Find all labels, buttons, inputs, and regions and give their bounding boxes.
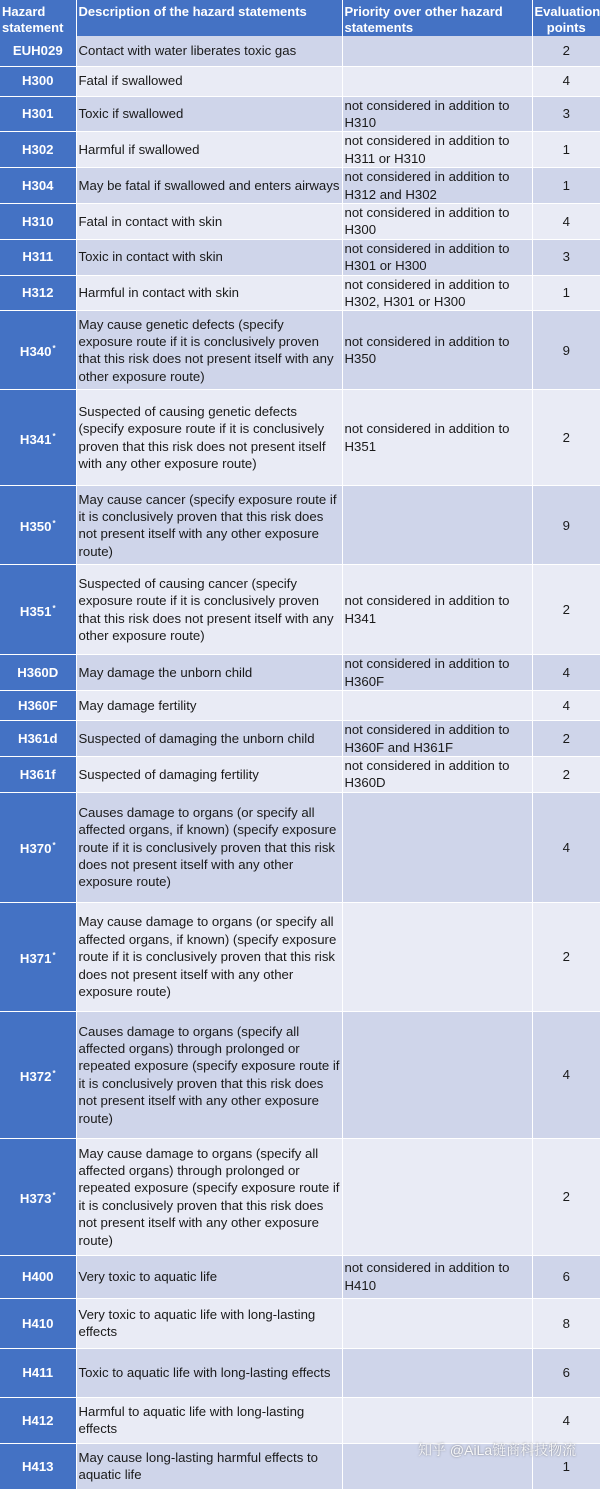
table-row — [0, 275, 600, 311]
hazard-priority: not considered in addition to H410 — [342, 1255, 532, 1298]
asterisk-note: * — [52, 841, 56, 851]
evaluation-points: 1 — [532, 1443, 600, 1489]
hazard-description: May cause cancer (specify exposure route if it is conclusively proven that this risk does not present itself with any other exposure route) — [76, 486, 342, 565]
evaluation-points: 2 — [532, 1138, 600, 1255]
hazard-priority: not considered in addition to H300 — [342, 203, 532, 239]
hazard-code-text: H411 — [22, 1365, 54, 1381]
evaluation-points: 9 — [532, 311, 600, 390]
table-row — [0, 36, 600, 66]
hazard-code — [0, 565, 76, 655]
hazard-code — [0, 792, 76, 902]
hazard-priority — [342, 486, 532, 565]
hazard-description: May be fatal if swallowed and enters airways — [76, 168, 342, 204]
hazard-code — [0, 1443, 76, 1489]
hazard-code-text: H311 — [22, 249, 54, 265]
hazard-code-text: H372 — [19, 1068, 52, 1084]
hazard-description: Harmful to aquatic life with long-lasting effects — [76, 1397, 342, 1443]
evaluation-points: 4 — [532, 655, 600, 691]
evaluation-points: 2 — [532, 721, 600, 757]
hazard-description: Fatal if swallowed — [76, 66, 342, 96]
table-row — [0, 757, 600, 793]
evaluation-points: 1 — [532, 168, 600, 204]
asterisk-note: * — [52, 1190, 56, 1200]
table-row — [0, 655, 600, 691]
hazard-code — [0, 1138, 76, 1255]
hazard-code — [0, 203, 76, 239]
header-evaluation-points: Evaluation points — [532, 0, 600, 36]
hazard-priority: not considered in addition to H310 — [342, 96, 532, 132]
hazard-priority: not considered in addition to H301 or H300 — [342, 239, 532, 275]
table-row — [0, 565, 600, 655]
hazard-priority — [342, 1348, 532, 1397]
hazard-description: Very toxic to aquatic life with long-lasting effects — [76, 1298, 342, 1348]
hazard-description: May damage the unborn child — [76, 655, 342, 691]
hazard-code-text: H361f — [19, 766, 56, 782]
table-row — [0, 168, 600, 204]
table-row — [0, 132, 600, 168]
hazard-code-text: H300 — [21, 73, 54, 89]
hazard-description: Very toxic to aquatic life — [76, 1255, 342, 1298]
hazard-description: Fatal in contact with skin — [76, 203, 342, 239]
table-row — [0, 1397, 600, 1443]
evaluation-points: 6 — [532, 1348, 600, 1397]
hazard-priority — [342, 1298, 532, 1348]
evaluation-points: 2 — [532, 757, 600, 793]
hazard-description: Suspected of damaging fertility — [76, 757, 342, 793]
hazard-priority — [342, 792, 532, 902]
hazard-description: Harmful if swallowed — [76, 132, 342, 168]
hazard-code — [0, 168, 76, 204]
hazard-description: Toxic to aquatic life with long-lasting effects — [76, 1348, 342, 1397]
evaluation-points: 1 — [532, 132, 600, 168]
hazard-code — [0, 721, 76, 757]
header-row — [0, 0, 600, 36]
table-row — [0, 1138, 600, 1255]
hazard-description: Toxic if swallowed — [76, 96, 342, 132]
hazard-description: Toxic in contact with skin — [76, 239, 342, 275]
hazard-description: Contact with water liberates toxic gas — [76, 36, 342, 66]
evaluation-points: 3 — [532, 239, 600, 275]
evaluation-points: 1 — [532, 275, 600, 311]
hazard-code — [0, 311, 76, 390]
hazard-priority — [342, 1011, 532, 1138]
hazard-priority: not considered in addition to H351 — [342, 390, 532, 486]
hazard-code-text: H370 — [19, 841, 52, 857]
evaluation-points: 2 — [532, 36, 600, 66]
evaluation-points: 4 — [532, 203, 600, 239]
hazard-description: May cause damage to organs (or specify all affected organs, if known) (specify exposure route if it is conclusively proven that this risk does not present itself with any other exposure route) — [76, 902, 342, 1011]
hazard-priority: not considered in addition to H350 — [342, 311, 532, 390]
evaluation-points: 6 — [532, 1255, 600, 1298]
hazard-priority: not considered in addition to H360F — [342, 655, 532, 691]
table-row — [0, 1298, 600, 1348]
hazard-priority — [342, 1397, 532, 1443]
hazard-code-text: H310 — [21, 213, 54, 229]
table-row — [0, 792, 600, 902]
asterisk-note: * — [52, 431, 56, 441]
header-description: Description of the hazard statements — [76, 0, 342, 36]
hazard-code — [0, 66, 76, 96]
table-row — [0, 66, 600, 96]
hazard-priority — [342, 1138, 532, 1255]
hazard-code-text: EUH029 — [12, 43, 63, 59]
hazard-description: May cause long-lasting harmful effects to aquatic life — [76, 1443, 342, 1489]
asterisk-note: * — [52, 519, 56, 529]
hazard-code-text: H351 — [19, 603, 52, 619]
asterisk-note: * — [52, 603, 56, 613]
table-row — [0, 390, 600, 486]
evaluation-points: 4 — [532, 792, 600, 902]
hazard-description: Causes damage to organs (or specify all affected organs, if known) (specify exposure route if it is conclusively proven that this risk does not present itself with any other exposure route) — [76, 792, 342, 902]
hazard-priority — [342, 691, 532, 721]
watermark: 知乎 @AiLa链商科技物流 — [418, 1442, 577, 1458]
hazard-code-text: H360F — [17, 697, 58, 713]
hazard-description: May cause damage to organs (specify all affected organs) through prolonged or repeated exposure (specify exposure route if it is conclusively proven that this risk does not present itself with any other exposure route) — [76, 1138, 342, 1255]
hazard-priority: not considered in addition to H360D — [342, 757, 532, 793]
evaluation-points: 2 — [532, 902, 600, 1011]
hazard-code-text: H361d — [17, 730, 58, 746]
hazard-priority: not considered in addition to H302, H301 or H300 — [342, 275, 532, 311]
hazard-code-text: H341 — [19, 431, 52, 447]
hazard-code — [0, 239, 76, 275]
hazard-code-text: H312 — [21, 285, 54, 301]
evaluation-points: 2 — [532, 390, 600, 486]
hazard-description: Suspected of damaging the unborn child — [76, 721, 342, 757]
hazard-description: Harmful in contact with skin — [76, 275, 342, 311]
hazard-code — [0, 1255, 76, 1298]
hazard-code — [0, 902, 76, 1011]
hazard-code-text: H302 — [21, 142, 54, 158]
table-row — [0, 96, 600, 132]
table-row — [0, 902, 600, 1011]
hazard-code — [0, 1397, 76, 1443]
table-row — [0, 1255, 600, 1298]
hazard-priority: not considered in addition to H341 — [342, 565, 532, 655]
hazard-priority: not considered in addition to H360F and H361F — [342, 721, 532, 757]
table-row — [0, 239, 600, 275]
hazard-code — [0, 655, 76, 691]
hazard-code-text: H304 — [21, 177, 54, 193]
hazard-description: May damage fertility — [76, 691, 342, 721]
hazard-code — [0, 1298, 76, 1348]
hazard-description: Suspected of causing cancer (specify exposure route if it is conclusively proven that this risk does not present itself with any other exposure route) — [76, 565, 342, 655]
hazard-description: Causes damage to organs (specify all affected organs) through prolonged or repeated exposure (specify exposure route if it is conclusively proven that this risk does not present itself with any other exposure route) — [76, 1011, 342, 1138]
asterisk-note: * — [52, 1068, 56, 1078]
hazard-description: May cause genetic defects (specify exposure route if it is conclusively proven that this risk does not present itself with any other exposure route) — [76, 311, 342, 390]
table-row — [0, 1011, 600, 1138]
hazard-code-text: H371 — [19, 950, 52, 966]
asterisk-note: * — [52, 344, 56, 354]
hazard-code-text: H410 — [21, 1315, 54, 1331]
evaluation-points: 8 — [532, 1298, 600, 1348]
evaluation-points: 4 — [532, 66, 600, 96]
hazard-code — [0, 132, 76, 168]
table-row — [0, 486, 600, 565]
table-row — [0, 311, 600, 390]
hazard-code-text: H400 — [21, 1269, 54, 1285]
hazard-priority: not considered in addition to H312 and H302 — [342, 168, 532, 204]
hazard-code-text: H350 — [19, 519, 52, 535]
header-priority: Priority over other hazard statements — [342, 0, 532, 36]
evaluation-points: 3 — [532, 96, 600, 132]
hazard-code-text: H340 — [19, 344, 52, 360]
hazard-code-text: H412 — [21, 1412, 54, 1428]
hazard-priority — [342, 36, 532, 66]
hazard-code — [0, 1011, 76, 1138]
hazard-code — [0, 96, 76, 132]
hazard-code-text: H301 — [21, 106, 54, 122]
hazard-priority — [342, 66, 532, 96]
hazard-code — [0, 390, 76, 486]
hazard-code — [0, 275, 76, 311]
table-row — [0, 691, 600, 721]
hazard-code — [0, 36, 76, 66]
hazard-code — [0, 691, 76, 721]
table-row — [0, 203, 600, 239]
hazard-code — [0, 1348, 76, 1397]
hazard-priority: not considered in addition to H311 or H310 — [342, 132, 532, 168]
table-row — [0, 1348, 600, 1397]
header-hazard-statement: Hazard statement — [0, 0, 76, 36]
hazard-priority — [342, 902, 532, 1011]
hazard-code-text: H413 — [21, 1458, 54, 1474]
evaluation-points: 4 — [532, 1011, 600, 1138]
table-row — [0, 721, 600, 757]
hazard-code — [0, 757, 76, 793]
hazard-code-text: H360D — [17, 665, 59, 681]
evaluation-points: 4 — [532, 691, 600, 721]
evaluation-points: 4 — [532, 1397, 600, 1443]
evaluation-points: 9 — [532, 486, 600, 565]
hazard-description: Suspected of causing genetic defects (specify exposure route if it is conclusively proven that this risk does not present itself with any other exposure route) — [76, 390, 342, 486]
asterisk-note: * — [52, 950, 56, 960]
evaluation-points: 2 — [532, 565, 600, 655]
hazard-code — [0, 486, 76, 565]
hazard-code-text: H373 — [19, 1190, 52, 1206]
